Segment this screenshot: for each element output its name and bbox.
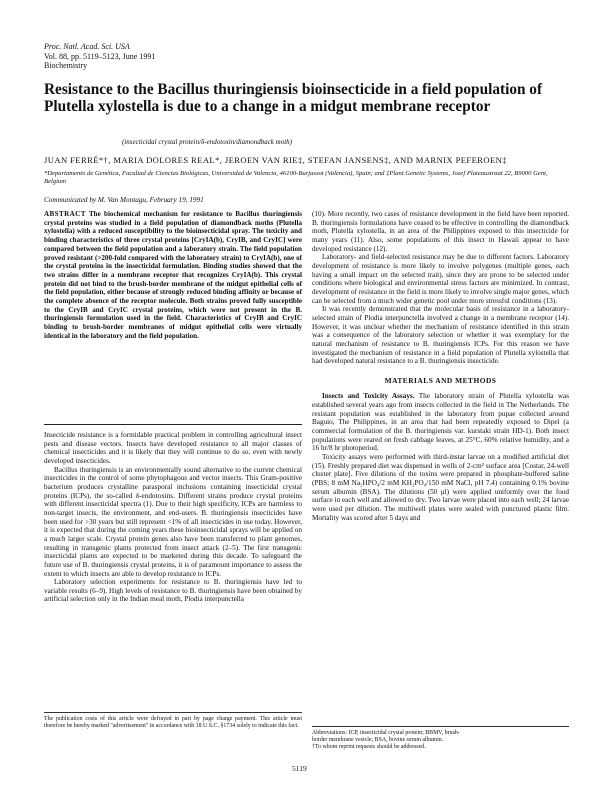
abstract	[44, 210, 302, 341]
article-title: Resistance to the Bacillus thuringiensis bioinsecticide in a field population of Plutella xylostella is due to a change in a midgut membrane receptor	[44, 81, 543, 115]
communicated-by: Communicated by M. Van Montagu, February 19, 1991	[44, 196, 204, 204]
reprint-footnote: †To whom reprint requests should be addressed.	[312, 744, 426, 750]
abstract-divider	[44, 424, 302, 425]
subsection-title: Insects and Toxicity Assays.	[322, 392, 415, 401]
abstract-label: ABSTRACT	[44, 210, 86, 218]
page-number: 5119	[292, 764, 307, 773]
author-list: JUAN FERRÉ*†, MARIA DOLORES REAL*, JEROEN VAN RIE‡, STEFAN JANSENS‡, AND MARNIX PEFEROEN‡	[44, 155, 507, 165]
intro-paragraph: Bacillus thuringiensis is an environmentally sound alternative to the current chemical insecticides in the control of some phytophagous and vector insects. This Gram-positive bacterium produces crystalline parasporal inclusions containing insecticidal crystal proteins (ICPs), the so-called δ-endotoxins. Different strains produce crystal proteins with different insecticidal spectra (1). Due to their high specificity, ICPs are harmless to non-target insects, the environment, and end-users. B. thuringiensis insecticides have been used for >30 years but still represent <1% of all insecticides in use today. However, it is expected that during the coming years these bioinsecticidal sprays will be applied on a much larger scale. Crystal protein genes also have been transferred to plant genomes, resulting in transgenic plants protected from insect attack (2–5). The first transgenic insecticidal plants are expected to be marketed during this decade. To safeguard the future use of B. thuringiensis crystal proteins, it is of paramount importance to assess the extent to which insects are able to develop resistance to ICPs.	[44, 465, 302, 578]
abbreviations-line: Abbreviations: ICP, insecticidal crystal protein; BBMV, brush-	[312, 730, 460, 736]
affiliations: *Departamento de Genética, Facultad de Ciencias Biológicas, Universidad de Valencia, 46100-Burjassot (Valencia), Spain; and ‡Plant Genetic Systems, Jozef Plateaustraat 22, B9000 Gent, Belgium	[44, 170, 548, 185]
intro-paragraph: It was recently demonstrated that the molecular basis of resistance in a laboratory-selected strain of Plodia interpunctella involved a change in a membrane receptor (14). However, it was unclear whether the mechanism of resistance identified in this strain was a consequence of the laboratory selection or whether it was exemplary for the natural mechanism of resistance to B. thuringiensis ICPs. For this reason we have investigated the mechanism of resistance in a field population of Plutella xylostella that had developed natural resistance to a B. thuringiensis insecticide.	[312, 305, 569, 366]
intro-text-left	[44, 431, 302, 604]
journal-section: Biochemistry	[44, 61, 88, 70]
intro-paragraph: (10). More recently, two cases of resistance development in the field have been reported. B. thuringiensis formulations have ceased to be effective in controlling the diamondback moth, Plutella xylostella, in an area of the Philippines exposed to this insecticide for many years (11). Also, some populations of this insect in Hawaii appear to have developed resistance (12).	[312, 210, 569, 253]
abbreviations-footnote	[312, 726, 569, 751]
methods-heading: MATERIALS AND METHODS	[384, 375, 497, 385]
intro-paragraph: Laboratory selection experiments for resistance to B. thuringiensis have led to variable results (6–9). High levels of resistance to B. thuringiensis have been obtained by artificial selection only in the Indian meal moth, Plodia interpunctella	[44, 578, 302, 604]
methods-text: The laboratory strain of Plutella xylostella was established several years ago from insects collected in the field in The Netherlands. The resistant population was established in the laboratory from pupae collected around Baguio, The Philippines, in an area that had been repeatedly exposed to Dipel (a commercial formulation of the B. thuringiensis var. kurstaki strain HD-1). Both insect populations were reared on fresh cabbage leaves, at 25°C, 60% relative humidity, and a 16 hr/8 hr photoperiod.	[312, 392, 569, 453]
methods-paragraph	[312, 453, 569, 522]
methods-paragraph	[312, 392, 569, 453]
journal-name: Proc. Natl. Acad. Sci. USA	[44, 42, 130, 51]
intro-paragraph: Laboratory- and field-selected resistance may be due to different factors. Laboratory development of resistance is more likely to involve polygenes (multiple genes, each having a small impact on the selected trait), since they are prone to be selected under conditions where biological and environmental stress factors are minimized. In contrast, development of resistance in the field is more likely to involve single major genes, which can be selected from a much wider genetic pool under more stressful conditions (13).	[312, 253, 569, 305]
keywords: (insecticidal crystal protein/δ-endotoxin/diamondback moth)	[122, 138, 292, 146]
methods-text: Toxicity assays were performed with third-instar larvae on a modified artificial diet (15). Freshly prepared diet was dispensed in wells of 2-cm² surface area [Costar, 24-well cluster plate]. Five dilutions of the toxins were prepared in phosphate-buffered saline (PBS; 8 mM Na₂HPO₄/2 mM KH₂PO₄/150 mM NaCl, pH 7.4) containing 0.1% bovine serum albumin (BSA). The dilutions (50 μl) were applied uniformly over the food surface in each well and allowed to dry. Two larvae were placed into each well; 24 larvae were used per dilution. The multiwell plates were sealed with punctured plastic film. Mortality was scored after 5 days and	[312, 453, 569, 522]
abbreviations-line: border membrane vesicle; BSA, bovine serum albumin.	[312, 737, 444, 743]
publication-cost-footnote: The publication costs of this article were defrayed in part by page charge payment. This article must therefore be hereby marked "advertisement" in accordance with 18 U.S.C. §1734 solely to indicate this fact.	[44, 712, 302, 730]
intro-paragraph: Insecticide resistance is a formidable practical problem in controlling agricultural insect pests and disease vectors. Insects have developed resistance to all major classes of chemical insecticides and it is likely that they will continue to do so, even with newly developed insecticides.	[44, 431, 302, 465]
journal-volume: Vol. 88, pp. 5119–5123, June 1991	[44, 51, 156, 61]
right-column	[312, 210, 569, 522]
journal-header	[44, 42, 155, 71]
abstract-text: The biochemical mechanism for resistance to Bacillus thuringiensis crystal proteins was studied in a field population of diamondback moths (Plutella xylostella) with a reduced susceptibility to the bioinsecticidal spray. The toxicity and binding characteristics of three crystal proteins [CryIA(b), CryIB, and CryIC] were compared between the field population and a laboratory strain. The field population proved resistant (>200-fold compared with the laboratory strain) to CryIA(b), one of the crystal proteins in the insecticidal formulation. Binding studies showed that the two strains differ in a membrane receptor that recognizes CryIA(b). This crystal protein did not bind to the brush-border membrane of the midgut epithelial cells of the field population, either because of strongly reduced binding affinity or because of the complete absence of the receptor molecule. Both strains proved fully susceptible to the CryIB and CryIC crystal proteins, which were not present in the B. thuringiensis formulation used in the field. Characteristics of CryIB and CryIC binding to brush-border membranes of midgut epithelial cells were virtually identical in the laboratory and the field population.	[44, 210, 302, 340]
